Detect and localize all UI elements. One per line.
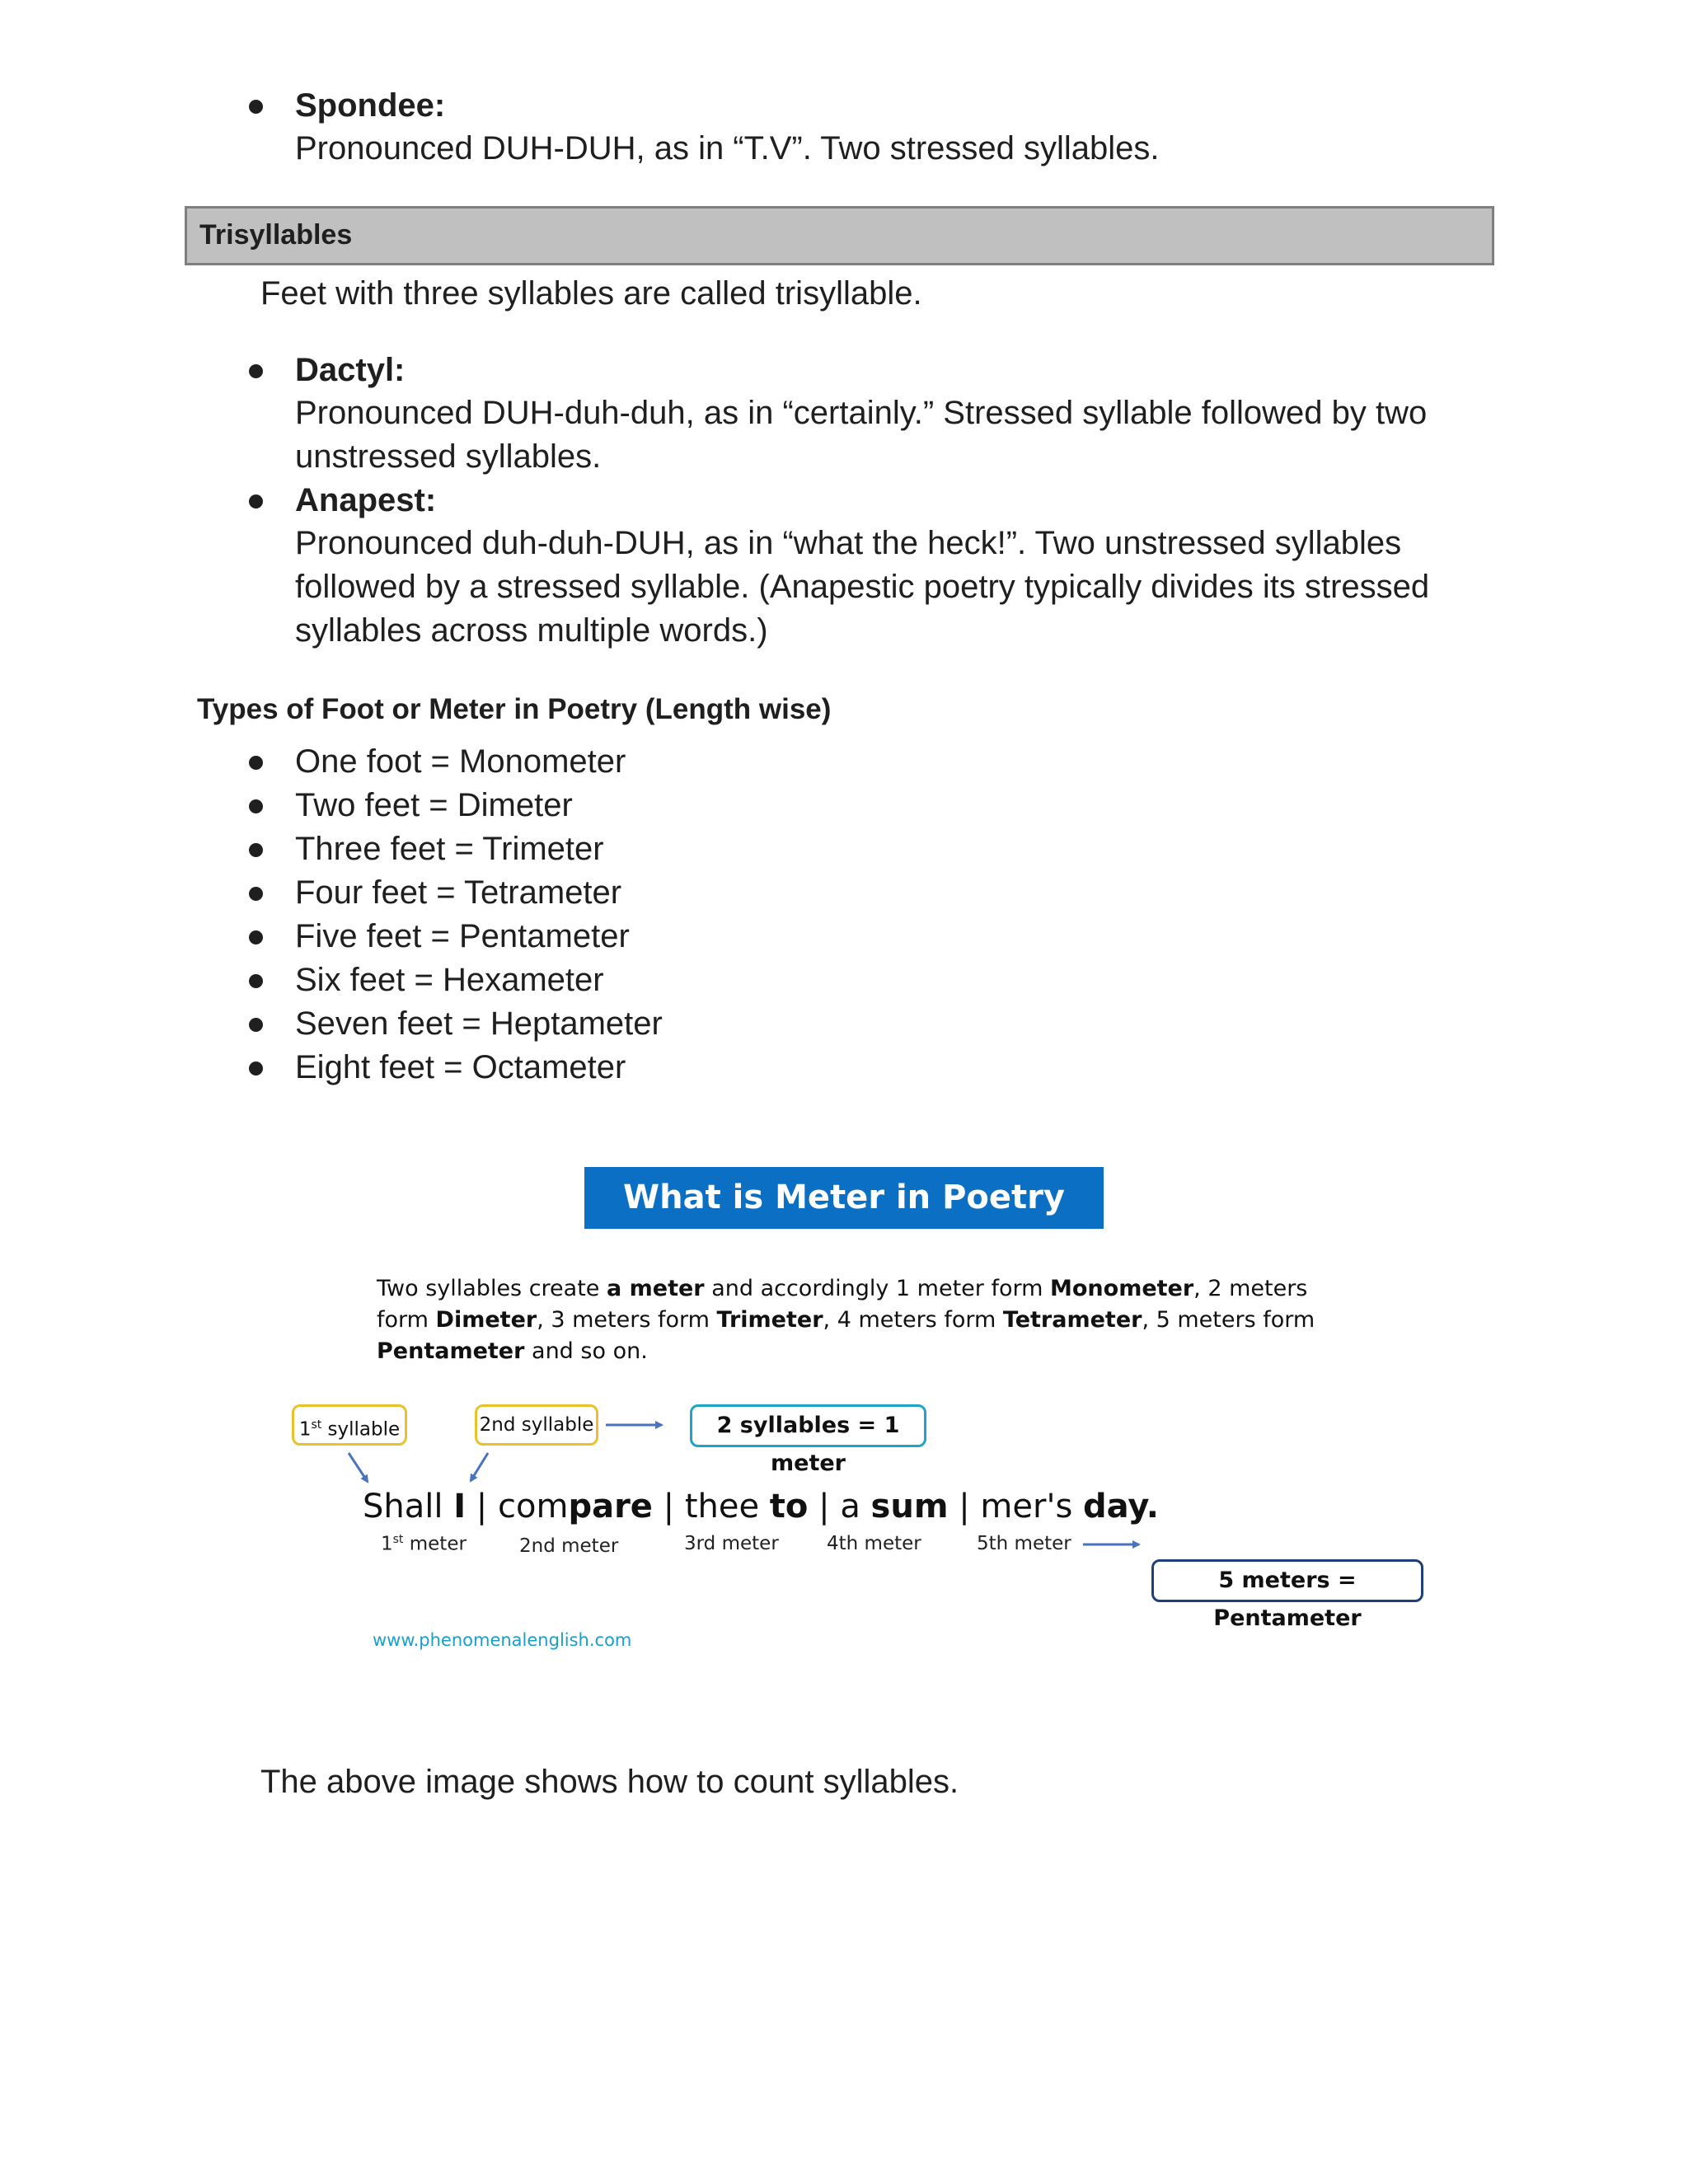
- image-caption: The above image shows how to count syllables.: [260, 1764, 959, 1800]
- para-text: , 5 meters form: [1142, 1307, 1315, 1333]
- para-text: and accordingly 1 meter form: [704, 1276, 1050, 1301]
- para-text: , 4 meters form: [823, 1307, 1003, 1333]
- para-bold: Dimeter: [435, 1307, 537, 1333]
- para-bold: a meter: [607, 1276, 705, 1301]
- meter-infographic: [280, 1158, 1451, 1677]
- verse-stressed: sum: [870, 1488, 949, 1526]
- types-item: Seven feet = Heptameter: [295, 1005, 663, 1042]
- para-bold: Tetrameter: [1002, 1307, 1142, 1333]
- bullet: [249, 843, 263, 857]
- verse-stressed: I: [453, 1488, 467, 1526]
- para-text: , 3 meters form: [537, 1307, 717, 1333]
- meter-text: meter: [403, 1533, 467, 1555]
- types-item: Six feet = Hexameter: [295, 962, 604, 998]
- verse-text: Shall: [363, 1488, 454, 1526]
- pentameter-result-box: 5 meters = Pentameter: [1151, 1559, 1423, 1602]
- anapest-line-3: syllables across multiple words.): [295, 612, 768, 649]
- example-verse: [363, 1488, 1159, 1526]
- tag-number: 1: [298, 1418, 312, 1441]
- meter-label-5: 5th meter: [977, 1533, 1071, 1554]
- dactyl-line-2: unstressed syllables.: [295, 438, 602, 475]
- bullet: [249, 100, 263, 114]
- verse-text: | com: [466, 1488, 569, 1526]
- types-item: Four feet = Tetrameter: [295, 874, 622, 911]
- meter-label-3: 3rd meter: [684, 1533, 779, 1554]
- verse-text: | a: [808, 1488, 871, 1526]
- dactyl-term: Dactyl:: [295, 352, 406, 388]
- verse-text: | thee: [652, 1488, 770, 1526]
- types-item: Five feet = Pentameter: [295, 918, 630, 954]
- verse-stressed: to: [769, 1488, 809, 1526]
- anapest-line-2: followed by a stressed syllable. (Anapestic poetry typically divides its stressed: [295, 569, 1430, 605]
- para-text: and so on.: [524, 1338, 648, 1364]
- tag-text: syllable: [321, 1418, 401, 1441]
- verse-stressed: pare: [568, 1488, 653, 1526]
- arrows-graphic: [280, 1158, 1451, 1677]
- bullet: [249, 974, 263, 988]
- meter-label-2: 2nd meter: [519, 1535, 619, 1557]
- source-url: www.phenomenalenglish.com: [373, 1630, 632, 1650]
- arrow-icon: [471, 1453, 488, 1481]
- bullet: [249, 364, 263, 378]
- spondee-term: Spondee:: [295, 87, 446, 124]
- types-heading: Types of Foot or Meter in Poetry (Length wise): [197, 693, 832, 725]
- verse-text: | mer's: [948, 1488, 1083, 1526]
- types-item: One foot = Monometer: [295, 743, 626, 780]
- bullet: [249, 930, 263, 944]
- section-heading: Trisyllables: [199, 219, 353, 251]
- dactyl-line-1: Pronounced DUH-duh-duh, as in “certainly.” Stressed syllable followed by two: [295, 395, 1428, 431]
- bullet: [249, 756, 263, 770]
- para-text: , 2 meters form: [377, 1276, 1308, 1333]
- types-item: Two feet = Dimeter: [295, 787, 573, 823]
- arrow-icon: [349, 1453, 368, 1482]
- verse-stressed: day.: [1083, 1488, 1159, 1526]
- bullet: [249, 799, 263, 813]
- bullet: [249, 887, 263, 901]
- section-header-bar: [185, 206, 1494, 265]
- tag-superscript: st: [311, 1418, 322, 1432]
- meter-label-4: 4th meter: [827, 1533, 921, 1554]
- anapest-line-1: Pronounced duh-duh-DUH, as in “what the heck!”. Two unstressed syllables: [295, 525, 1402, 561]
- infographic-title: What is Meter in Poetry: [584, 1167, 1104, 1229]
- trisyllables-intro: Feet with three syllables are called trisyllable.: [260, 275, 922, 312]
- para-bold: Trimeter: [716, 1307, 823, 1333]
- types-item: Three feet = Trimeter: [295, 831, 604, 867]
- syllables-equals-meter-box: 2 syllables = 1 meter: [690, 1404, 926, 1447]
- types-item: Eight feet = Octameter: [295, 1049, 626, 1085]
- meter-number: 1: [381, 1533, 393, 1555]
- spondee-definition: Pronounced DUH-DUH, as in “T.V”. Two stressed syllables.: [295, 130, 1160, 166]
- meter-label-1: [381, 1533, 467, 1555]
- bullet: [249, 494, 263, 509]
- meter-superscript: st: [392, 1533, 404, 1546]
- para-bold: Monometer: [1050, 1276, 1194, 1301]
- para-text: Two syllables create: [377, 1276, 607, 1301]
- anapest-term: Anapest:: [295, 482, 437, 518]
- para-bold: Pentameter: [377, 1338, 525, 1364]
- bullet: [249, 1018, 263, 1032]
- tag-text: 2nd syllable: [479, 1414, 594, 1436]
- bullet: [249, 1062, 263, 1076]
